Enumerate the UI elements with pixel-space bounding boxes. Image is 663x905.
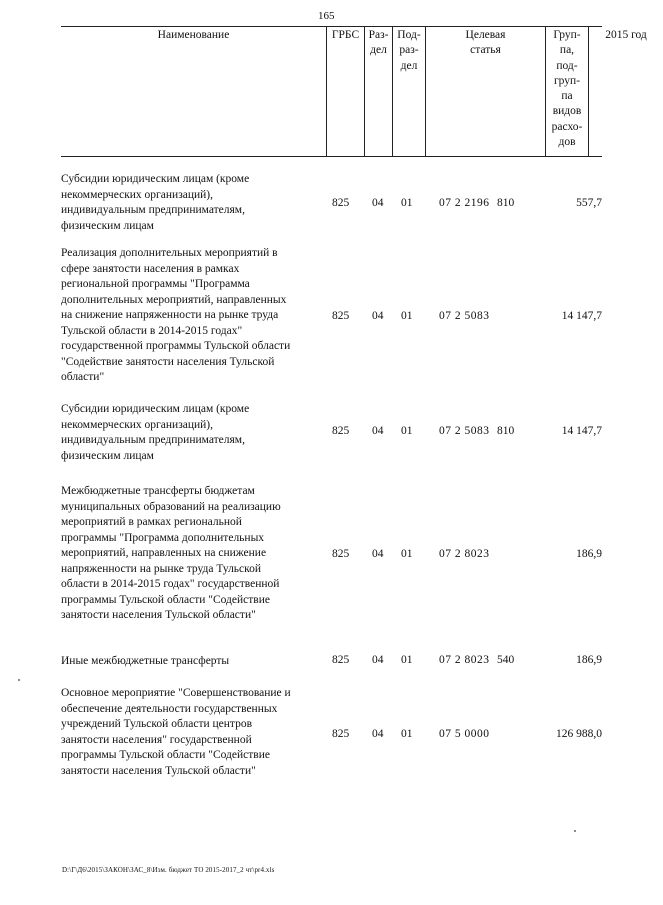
header-year-label: 2015 год [605, 29, 647, 41]
row-razdel: 04 [372, 548, 384, 560]
row-podrazdel: 01 [401, 728, 413, 740]
row-target: 07 2 2196 [439, 197, 490, 209]
header-podrazdel-line: Под- [397, 29, 421, 41]
row-amount: 14 147,7 [561, 310, 602, 322]
header-name-label: Наименование [157, 29, 230, 41]
header-podrazdel-line: дел [400, 59, 418, 72]
row-name-line: индивидуальным предпринимателям, [61, 434, 245, 446]
header-target-line: статья [470, 44, 501, 57]
row-name-line: занятости населения" государственной [61, 733, 252, 746]
row-name-line: Реализация дополнительных мероприятий в [61, 247, 278, 259]
header-grbs [326, 27, 364, 156]
header-group [545, 27, 588, 156]
row-target: 07 2 5083 [439, 310, 490, 322]
row-name [61, 686, 326, 779]
row-name-line: программы Тульской области "Содействие [61, 749, 270, 761]
row-podrazdel: 01 [401, 548, 413, 560]
header-podrazdel-line: раз- [399, 44, 419, 57]
row-name-line: программы Тульской области "Содействие [61, 593, 270, 606]
row-name-line: некоммерческих организаций), [61, 418, 214, 431]
row-amount: 557,7 [576, 197, 602, 209]
row-podrazdel: 01 [401, 197, 413, 209]
row-amount: 186,9 [576, 654, 602, 666]
row-name-line: региональной программы "Программа [61, 278, 250, 290]
row-target: 07 2 8023 [439, 548, 490, 560]
row-name [61, 246, 326, 386]
row-name-line: напряженности на рынке труда Тульской [61, 562, 262, 575]
row-razdel: 04 [372, 654, 384, 666]
row-razdel: 04 [372, 728, 384, 740]
row-grbs: 825 [332, 197, 350, 209]
header-target-line: Целевая [465, 29, 506, 41]
row-podrazdel: 01 [401, 310, 413, 322]
header-group-line: па [561, 90, 573, 103]
row-name [61, 654, 326, 670]
row-name-line: области в 2014-2015 годах" государственной [61, 578, 280, 590]
row-grbs: 825 [332, 425, 350, 437]
header-group-line: груп- [553, 74, 581, 87]
header-group-line: расхо- [551, 120, 583, 133]
row-podrazdel: 01 [401, 654, 413, 666]
row-group: 540 [497, 654, 515, 666]
header-group-line: дов [558, 136, 576, 149]
row-group: 810 [497, 197, 515, 209]
row-name [61, 172, 326, 234]
row-name-line: сфере занятости населения в рамках [61, 262, 240, 275]
row-target: 07 2 5083 [439, 425, 490, 437]
row-name-line: физическим лицам [61, 449, 154, 462]
scan-speck [574, 830, 576, 832]
row-amount: 14 147,7 [561, 425, 602, 437]
row-target: 07 5 0000 [439, 728, 490, 740]
row-name [61, 402, 326, 464]
row-name-line: физическим лицам [61, 219, 154, 232]
header-grbs-label: ГРБС [331, 29, 360, 41]
row-name-line: некоммерческих организаций), [61, 188, 214, 201]
row-grbs: 825 [332, 548, 350, 560]
row-name-line: Иные межбюджетные трансферты [61, 655, 230, 667]
row-name-line: области" [61, 371, 105, 383]
row-name-line: Субсидии юридическим лицам (кроме [61, 173, 250, 185]
row-name-line: Тульской области в 2014-2015 годах" [61, 324, 243, 337]
header-razdel-line: дел [370, 44, 387, 57]
header-group-line: под- [556, 59, 578, 72]
row-name-line: обеспечение деятельности государственных [61, 702, 278, 715]
table-row [61, 686, 602, 786]
header-razdel [364, 27, 392, 156]
header-razdel-line: Раз- [368, 29, 389, 41]
row-grbs: 825 [332, 654, 350, 666]
header-year [588, 27, 663, 156]
row-name-line: Субсидии юридическим лицам (кроме [61, 403, 250, 415]
row-name-line: на снижение напряженности на рынке труда [61, 309, 279, 321]
file-path-footer: D:\Г\Д6\2015\ЗАКОН\ЗАС_8\Изм. бюджет ТО 2015-2017_2 чт\pr4.xls [62, 866, 275, 874]
row-name-line: мероприятий, направленных на снижение [61, 547, 267, 559]
page-number: 165 [318, 10, 335, 22]
table-header [61, 26, 647, 157]
row-grbs: 825 [332, 310, 350, 322]
table-row [61, 172, 602, 242]
row-name-line: Основное мероприятие "Совершенствование и [61, 687, 291, 699]
row-amount: 126 988,0 [556, 728, 602, 740]
header-group-line: видов [552, 105, 582, 118]
row-name-line: муниципальных образований на реализацию [61, 500, 281, 513]
row-name-line: государственной программы Тульской области [61, 340, 291, 352]
header-group-line: Груп- [553, 29, 581, 41]
row-name-line: Межбюджетные трансферты бюджетам [61, 485, 255, 497]
table-row [61, 402, 602, 472]
row-name-line: программы "Программа дополнительных [61, 531, 265, 544]
table-row [61, 246, 602, 391]
scan-speck [18, 679, 20, 681]
header-name [61, 27, 326, 156]
row-name-line: дополнительных мероприятий, направленных [61, 293, 287, 306]
row-grbs: 825 [332, 728, 350, 740]
row-name-line: "Содействие занятости населения Тульской [61, 355, 275, 368]
row-group: 810 [497, 425, 515, 437]
row-amount: 186,9 [576, 548, 602, 560]
row-name-line: учреждений Тульской области центров [61, 718, 253, 730]
header-target [425, 27, 545, 156]
row-podrazdel: 01 [401, 425, 413, 437]
row-razdel: 04 [372, 425, 384, 437]
header-group-line: па, [559, 44, 575, 57]
row-name-line: занятости населения Тульской области" [61, 764, 256, 777]
row-target: 07 2 8023 [439, 654, 490, 666]
table-row [61, 654, 602, 674]
row-name-line: занятости населения Тульской области" [61, 609, 256, 621]
row-name-line: индивидуальным предпринимателям, [61, 204, 245, 216]
row-razdel: 04 [372, 197, 384, 209]
row-razdel: 04 [372, 310, 384, 322]
header-podrazdel [392, 27, 425, 156]
table-row [61, 484, 602, 629]
row-name [61, 484, 326, 624]
row-name-line: мероприятий в рамках региональной [61, 516, 242, 528]
